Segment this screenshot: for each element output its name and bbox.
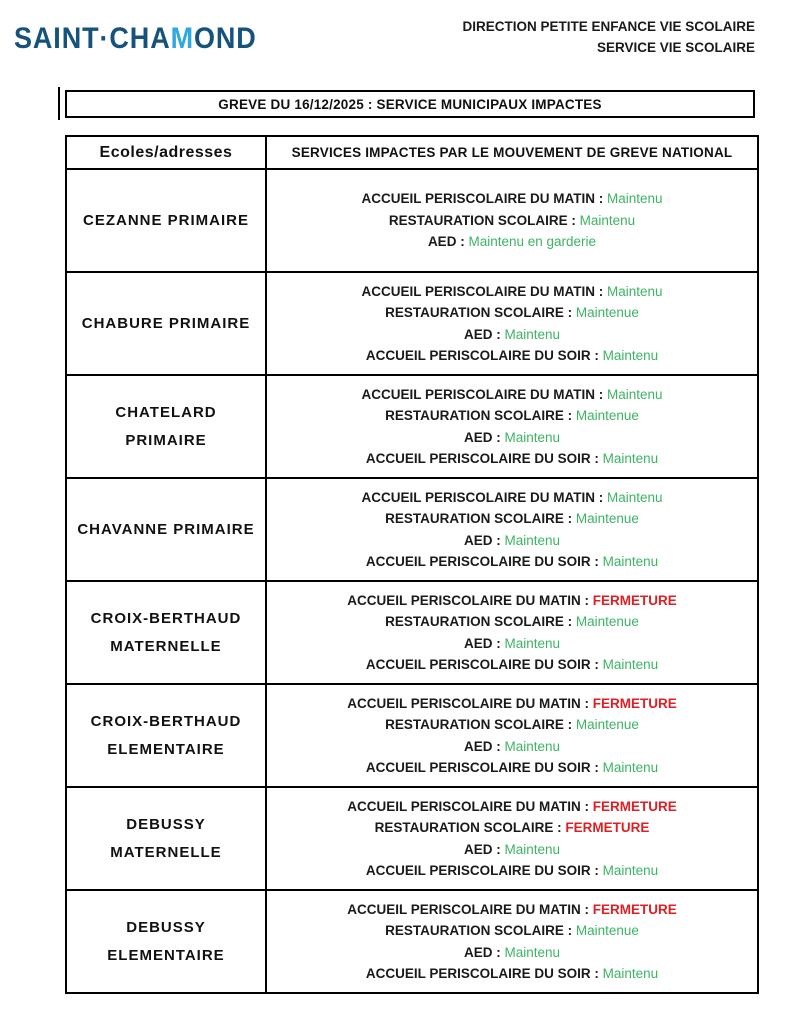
service-status-line <box>273 942 751 964</box>
service-status-line <box>273 530 751 552</box>
service-status-value: FERMETURE <box>592 901 677 917</box>
city-logo <box>14 22 257 56</box>
service-separator: : <box>590 657 603 672</box>
city-logo-text-right: OND <box>194 22 257 55</box>
school-name-line: ELEMENTAIRE <box>107 740 225 758</box>
service-status-value: Maintenu <box>602 760 659 775</box>
service-label: AED <box>463 429 493 445</box>
service-status-line <box>273 714 751 736</box>
service-label: AED <box>463 532 493 548</box>
school-name-line: CHATELARD PRIMAIRE <box>115 403 217 449</box>
service-label: AED <box>463 738 493 754</box>
impacted-services <box>266 581 758 684</box>
service-status-value: Maintenu <box>602 348 659 363</box>
service-status-value: Maintenue <box>575 614 639 629</box>
service-label: RESTAURATION SCOLAIRE <box>385 717 564 732</box>
service-status-line <box>273 757 751 779</box>
service-separator: : <box>590 760 603 775</box>
school-name <box>66 787 266 890</box>
service-status-line <box>273 839 751 861</box>
school-name-line: CROIX-BERTHAUD <box>90 712 242 730</box>
table-row <box>66 581 758 684</box>
service-status-line <box>273 654 751 676</box>
service-status-value: Maintenu <box>602 966 659 981</box>
table-row <box>66 272 758 375</box>
column-header-schools: Ecoles/adresses <box>66 136 266 169</box>
service-label: ACCUEIL PERISCOLAIRE DU SOIR <box>365 966 591 981</box>
service-separator: : <box>590 863 603 878</box>
school-name <box>66 684 266 787</box>
service-status-value: Maintenue <box>575 923 639 938</box>
school-name-line: DEBUSSY <box>126 918 206 936</box>
service-label: AED <box>463 944 493 960</box>
service-status-value: FERMETURE <box>592 592 677 608</box>
table-row <box>66 890 758 993</box>
service-separator: : <box>563 305 576 320</box>
service-status-line <box>273 817 751 839</box>
service-status-value: Maintenu <box>602 657 659 672</box>
service-label: ACCUEIL PERISCOLAIRE DU SOIR <box>365 554 591 569</box>
service-status-value: Maintenu <box>504 429 561 445</box>
service-separator: : <box>563 511 576 526</box>
service-separator: : <box>563 614 576 629</box>
service-label: RESTAURATION SCOLAIRE <box>385 923 564 938</box>
service-status-value: Maintenu <box>504 841 561 857</box>
service-status-line <box>273 963 751 985</box>
service-label: RESTAURATION SCOLAIRE <box>374 820 554 835</box>
service-status-line <box>273 448 751 470</box>
impacted-services <box>266 478 758 581</box>
city-logo-text-left: SAINT·CHA <box>14 22 171 55</box>
service-label: AED <box>427 234 457 250</box>
service-separator: : <box>492 429 505 445</box>
letterhead <box>462 16 755 58</box>
school-name-line: CHAVANNE PRIMAIRE <box>77 520 255 538</box>
school-name-line: CROIX-BERTHAUD <box>90 609 242 627</box>
service-status-line <box>273 920 751 942</box>
service-status-line <box>273 427 751 449</box>
service-status-value: Maintenue <box>575 408 639 423</box>
service-status-value: Maintenu <box>606 489 663 505</box>
service-status-value: FERMETURE <box>565 820 650 835</box>
service-label: ACCUEIL PERISCOLAIRE DU MATIN <box>347 695 581 711</box>
school-name-line: DEBUSSY <box>126 815 206 833</box>
service-separator: : <box>580 695 593 711</box>
impacted-services <box>266 375 758 478</box>
service-separator: : <box>594 191 607 207</box>
service-label: ACCUEIL PERISCOLAIRE DU MATIN <box>361 283 595 299</box>
table-row <box>66 169 758 272</box>
service-status-line <box>273 405 751 427</box>
service-status-line <box>273 693 751 715</box>
service-label: ACCUEIL PERISCOLAIRE DU SOIR <box>365 657 591 672</box>
service-status-value: Maintenue <box>575 511 639 526</box>
school-name <box>66 169 266 272</box>
impacted-services <box>266 890 758 993</box>
service-status-line <box>273 508 751 530</box>
school-name <box>66 272 266 375</box>
service-separator: : <box>553 820 566 835</box>
service-status-value: FERMETURE <box>592 695 677 711</box>
services-table <box>65 135 759 994</box>
service-status-line <box>273 633 751 655</box>
service-separator: : <box>492 738 505 754</box>
service-status-value: Maintenue <box>575 305 639 320</box>
school-name <box>66 581 266 684</box>
service-status-line <box>273 231 751 253</box>
service-label: ACCUEIL PERISCOLAIRE DU MATIN <box>347 798 581 814</box>
service-label: ACCUEIL PERISCOLAIRE DU SOIR <box>365 760 591 775</box>
letterhead-direction: DIRECTION PETITE ENFANCE VIE SCOLAIRE <box>462 19 755 34</box>
document-title: GREVE DU 16/12/2025 : SERVICE MUNICIPAUX IMPACTES <box>65 90 755 118</box>
service-separator: : <box>594 283 607 299</box>
school-name-line: CHABURE PRIMAIRE <box>81 314 251 332</box>
service-label: ACCUEIL PERISCOLAIRE DU MATIN <box>361 489 595 505</box>
service-status-line <box>273 302 751 324</box>
service-label: ACCUEIL PERISCOLAIRE DU MATIN <box>347 901 581 917</box>
service-status-value: Maintenu <box>606 386 663 402</box>
school-name-line: MATERNELLE <box>110 843 222 861</box>
service-separator: : <box>594 386 607 402</box>
service-separator: : <box>563 717 576 732</box>
service-label: RESTAURATION SCOLAIRE <box>385 305 564 320</box>
service-label: AED <box>463 326 493 342</box>
service-status-line <box>273 324 751 346</box>
service-status-value: Maintenu en garderie <box>468 234 597 250</box>
service-separator: : <box>492 841 505 857</box>
service-label: RESTAURATION SCOLAIRE <box>385 511 564 526</box>
service-label: ACCUEIL PERISCOLAIRE DU SOIR <box>365 863 591 878</box>
service-status-value: Maintenu <box>602 554 659 569</box>
service-separator: : <box>456 234 469 250</box>
school-name-line: MATERNELLE <box>110 637 222 655</box>
service-separator: : <box>590 554 603 569</box>
service-separator: : <box>580 592 593 608</box>
service-label: RESTAURATION SCOLAIRE <box>385 408 564 423</box>
service-separator: : <box>567 212 580 228</box>
service-status-value: Maintenu <box>504 944 561 960</box>
table-row <box>66 684 758 787</box>
impacted-services <box>266 169 758 272</box>
service-status-line <box>273 188 751 210</box>
service-label: ACCUEIL PERISCOLAIRE DU SOIR <box>365 348 591 363</box>
service-status-value: Maintenu <box>602 451 659 466</box>
service-label: AED <box>463 841 493 857</box>
service-label: ACCUEIL PERISCOLAIRE DU MATIN <box>361 386 595 402</box>
service-label: ACCUEIL PERISCOLAIRE DU MATIN <box>361 191 595 207</box>
service-label: ACCUEIL PERISCOLAIRE DU SOIR <box>365 451 591 466</box>
service-status-line <box>273 281 751 303</box>
impacted-services <box>266 684 758 787</box>
service-status-line <box>273 899 751 921</box>
service-status-line <box>273 210 751 232</box>
service-status-line <box>273 590 751 612</box>
service-label: AED <box>463 635 493 651</box>
school-name-line: ELEMENTAIRE <box>107 946 225 964</box>
service-status-value: Maintenu <box>504 326 561 342</box>
service-separator: : <box>563 408 576 423</box>
city-logo-accent-letter: M <box>170 22 194 55</box>
service-status-line <box>273 384 751 406</box>
service-status-line <box>273 551 751 573</box>
service-label: ACCUEIL PERISCOLAIRE DU MATIN <box>347 592 581 608</box>
service-status-line <box>273 611 751 633</box>
service-separator: : <box>492 532 505 548</box>
service-separator: : <box>492 635 505 651</box>
service-separator: : <box>590 348 603 363</box>
service-separator: : <box>590 966 603 981</box>
service-status-line <box>273 736 751 758</box>
service-status-value: Maintenu <box>606 191 663 207</box>
impacted-services <box>266 272 758 375</box>
service-status-value: Maintenu <box>579 212 636 228</box>
school-name <box>66 375 266 478</box>
service-separator: : <box>563 923 576 938</box>
service-separator: : <box>492 326 505 342</box>
service-status-value: Maintenue <box>575 717 639 732</box>
column-header-services: SERVICES IMPACTES PAR LE MOUVEMENT DE GREVE NATIONAL <box>266 136 758 169</box>
school-name <box>66 890 266 993</box>
service-status-value: Maintenu <box>504 635 561 651</box>
service-status-value: Maintenu <box>504 738 561 754</box>
title-box-left-rule <box>58 87 60 120</box>
service-separator: : <box>580 901 593 917</box>
service-label: RESTAURATION SCOLAIRE <box>385 614 564 629</box>
school-name-line: CEZANNE PRIMAIRE <box>82 211 249 229</box>
table-row <box>66 478 758 581</box>
service-separator: : <box>492 944 505 960</box>
impacted-services <box>266 787 758 890</box>
service-status-value: Maintenu <box>606 283 663 299</box>
service-status-line <box>273 796 751 818</box>
table-header-row <box>66 136 758 169</box>
table-row <box>66 375 758 478</box>
service-separator: : <box>590 451 603 466</box>
table-row <box>66 787 758 890</box>
service-separator: : <box>580 798 593 814</box>
school-name <box>66 478 266 581</box>
service-status-value: FERMETURE <box>592 798 677 814</box>
service-status-value: Maintenu <box>504 532 561 548</box>
service-separator: : <box>594 489 607 505</box>
service-status-line <box>273 487 751 509</box>
service-status-value: Maintenu <box>602 863 659 878</box>
service-label: RESTAURATION SCOLAIRE <box>388 212 568 228</box>
service-status-line <box>273 345 751 367</box>
letterhead-service: SERVICE VIE SCOLAIRE <box>596 40 755 55</box>
service-status-line <box>273 860 751 882</box>
